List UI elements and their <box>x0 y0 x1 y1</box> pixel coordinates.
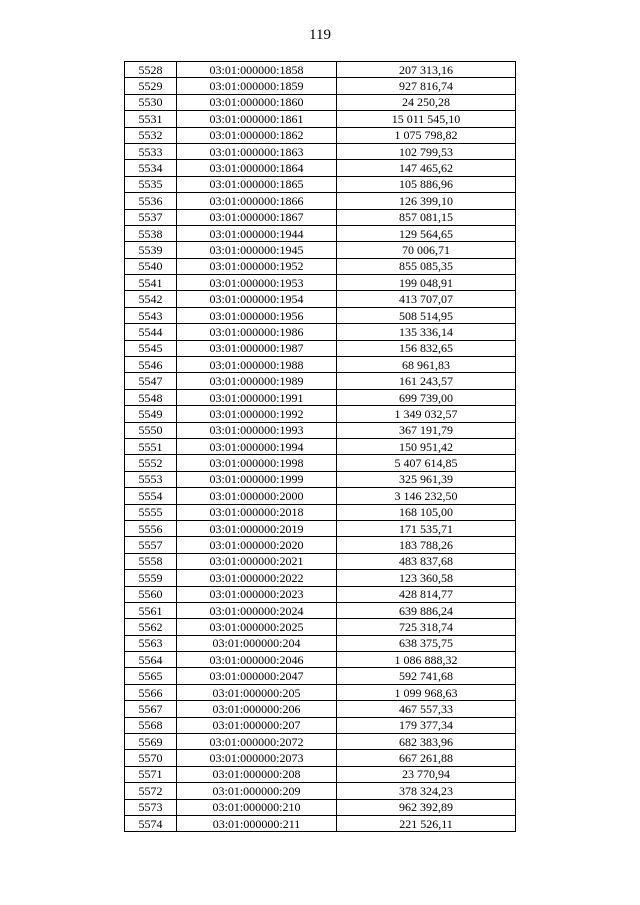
row-number-cell: 5553 <box>125 471 177 487</box>
cadastral-number-cell: 03:01:000000:2046 <box>177 652 337 668</box>
table-row <box>125 766 516 782</box>
row-number-cell: 5537 <box>125 209 177 225</box>
cadastral-number-cell: 03:01:000000:205 <box>177 684 337 700</box>
cadastral-number-cell: 03:01:000000:210 <box>177 799 337 815</box>
cadastral-number-cell: 03:01:000000:209 <box>177 783 337 799</box>
cadastral-value-cell: 199 048,91 <box>337 275 516 291</box>
row-number-cell: 5534 <box>125 160 177 176</box>
cadastral-number-cell: 03:01:000000:1858 <box>177 62 337 78</box>
table-row <box>125 438 516 454</box>
cadastral-number-cell: 03:01:000000:1866 <box>177 193 337 209</box>
table-row <box>125 143 516 159</box>
table-row <box>125 176 516 192</box>
cadastral-number-cell: 03:01:000000:2023 <box>177 586 337 602</box>
table-row <box>125 422 516 438</box>
cadastral-value-cell: 15 011 545,10 <box>337 111 516 127</box>
cadastral-number-cell: 03:01:000000:1956 <box>177 307 337 323</box>
cadastral-value-cell: 639 886,24 <box>337 602 516 618</box>
cadastral-number-cell: 03:01:000000:2024 <box>177 602 337 618</box>
table-row <box>125 750 516 766</box>
table-row <box>125 701 516 717</box>
cadastral-number-cell: 03:01:000000:1987 <box>177 340 337 356</box>
cadastral-value-cell: 171 535,71 <box>337 520 516 536</box>
row-number-cell: 5533 <box>125 143 177 159</box>
row-number-cell: 5569 <box>125 734 177 750</box>
table-row <box>125 553 516 569</box>
cadastral-value-cell: 638 375,75 <box>337 635 516 651</box>
row-number-cell: 5545 <box>125 340 177 356</box>
row-number-cell: 5557 <box>125 537 177 553</box>
table-row <box>125 127 516 143</box>
row-number-cell: 5568 <box>125 717 177 733</box>
row-number-cell: 5528 <box>125 62 177 78</box>
cadastral-value-cell: 129 564,65 <box>337 225 516 241</box>
table-row <box>125 389 516 405</box>
table-row <box>125 717 516 733</box>
cadastral-value-cell: 5 407 614,85 <box>337 455 516 471</box>
table-row <box>125 799 516 815</box>
table-body <box>125 62 516 832</box>
cadastral-value-table <box>124 61 516 832</box>
cadastral-value-cell: 699 739,00 <box>337 389 516 405</box>
cadastral-value-cell: 23 770,94 <box>337 766 516 782</box>
row-number-cell: 5531 <box>125 111 177 127</box>
cadastral-number-cell: 03:01:000000:1994 <box>177 438 337 454</box>
table-row <box>125 602 516 618</box>
cadastral-number-cell: 03:01:000000:1988 <box>177 357 337 373</box>
row-number-cell: 5556 <box>125 520 177 536</box>
table-row <box>125 406 516 422</box>
cadastral-number-cell: 03:01:000000:1944 <box>177 225 337 241</box>
cadastral-value-cell: 1 075 798,82 <box>337 127 516 143</box>
cadastral-number-cell: 03:01:000000:1860 <box>177 94 337 110</box>
table-row <box>125 619 516 635</box>
table-row <box>125 734 516 750</box>
table-row <box>125 275 516 291</box>
table-row <box>125 537 516 553</box>
cadastral-value-cell: 221 526,11 <box>337 815 516 831</box>
row-number-cell: 5543 <box>125 307 177 323</box>
cadastral-value-cell: 682 383,96 <box>337 734 516 750</box>
cadastral-value-cell: 483 837,68 <box>337 553 516 569</box>
table-row <box>125 684 516 700</box>
cadastral-number-cell: 03:01:000000:1986 <box>177 324 337 340</box>
cadastral-number-cell: 03:01:000000:2019 <box>177 520 337 536</box>
table-row <box>125 78 516 94</box>
table-row <box>125 783 516 799</box>
cadastral-number-cell: 03:01:000000:2021 <box>177 553 337 569</box>
cadastral-number-cell: 03:01:000000:1867 <box>177 209 337 225</box>
row-number-cell: 5570 <box>125 750 177 766</box>
cadastral-number-cell: 03:01:000000:1864 <box>177 160 337 176</box>
table-row <box>125 94 516 110</box>
cadastral-value-cell: 467 557,33 <box>337 701 516 717</box>
cadastral-value-cell: 70 006,71 <box>337 242 516 258</box>
cadastral-number-cell: 03:01:000000:1991 <box>177 389 337 405</box>
table-row <box>125 258 516 274</box>
cadastral-number-cell: 03:01:000000:1992 <box>177 406 337 422</box>
cadastral-number-cell: 03:01:000000:1945 <box>177 242 337 258</box>
table-row <box>125 570 516 586</box>
cadastral-number-cell: 03:01:000000:206 <box>177 701 337 717</box>
cadastral-value-cell: 508 514,95 <box>337 307 516 323</box>
table-row <box>125 668 516 684</box>
cadastral-number-cell: 03:01:000000:1865 <box>177 176 337 192</box>
row-number-cell: 5538 <box>125 225 177 241</box>
cadastral-value-cell: 123 360,58 <box>337 570 516 586</box>
table-row <box>125 635 516 651</box>
cadastral-number-cell: 03:01:000000:1952 <box>177 258 337 274</box>
cadastral-number-cell: 03:01:000000:207 <box>177 717 337 733</box>
row-number-cell: 5560 <box>125 586 177 602</box>
cadastral-number-cell: 03:01:000000:2072 <box>177 734 337 750</box>
cadastral-value-cell: 135 336,14 <box>337 324 516 340</box>
row-number-cell: 5540 <box>125 258 177 274</box>
row-number-cell: 5564 <box>125 652 177 668</box>
cadastral-number-cell: 03:01:000000:204 <box>177 635 337 651</box>
row-number-cell: 5529 <box>125 78 177 94</box>
cadastral-value-cell: 150 951,42 <box>337 438 516 454</box>
table-row <box>125 242 516 258</box>
row-number-cell: 5551 <box>125 438 177 454</box>
table-row <box>125 340 516 356</box>
table-row <box>125 111 516 127</box>
table-row <box>125 488 516 504</box>
cadastral-number-cell: 03:01:000000:2022 <box>177 570 337 586</box>
table-row <box>125 815 516 831</box>
cadastral-value-cell: 68 961,83 <box>337 357 516 373</box>
row-number-cell: 5572 <box>125 783 177 799</box>
table-row <box>125 373 516 389</box>
row-number-cell: 5565 <box>125 668 177 684</box>
row-number-cell: 5574 <box>125 815 177 831</box>
row-number-cell: 5558 <box>125 553 177 569</box>
table-row <box>125 225 516 241</box>
cadastral-number-cell: 03:01:000000:1989 <box>177 373 337 389</box>
row-number-cell: 5539 <box>125 242 177 258</box>
row-number-cell: 5561 <box>125 602 177 618</box>
cadastral-number-cell: 03:01:000000:1999 <box>177 471 337 487</box>
table-row <box>125 520 516 536</box>
cadastral-number-cell: 03:01:000000:211 <box>177 815 337 831</box>
cadastral-number-cell: 03:01:000000:1998 <box>177 455 337 471</box>
cadastral-number-cell: 03:01:000000:1862 <box>177 127 337 143</box>
cadastral-value-cell: 325 961,39 <box>337 471 516 487</box>
cadastral-value-cell: 857 081,15 <box>337 209 516 225</box>
table-row <box>125 504 516 520</box>
row-number-cell: 5535 <box>125 176 177 192</box>
cadastral-value-cell: 207 313,16 <box>337 62 516 78</box>
row-number-cell: 5567 <box>125 701 177 717</box>
cadastral-value-cell: 962 392,89 <box>337 799 516 815</box>
row-number-cell: 5546 <box>125 357 177 373</box>
cadastral-number-cell: 03:01:000000:1863 <box>177 143 337 159</box>
row-number-cell: 5563 <box>125 635 177 651</box>
row-number-cell: 5536 <box>125 193 177 209</box>
cadastral-number-cell: 03:01:000000:1954 <box>177 291 337 307</box>
cadastral-value-cell: 105 886,96 <box>337 176 516 192</box>
table-row <box>125 209 516 225</box>
table-row <box>125 586 516 602</box>
cadastral-value-cell: 126 399,10 <box>337 193 516 209</box>
row-number-cell: 5559 <box>125 570 177 586</box>
cadastral-value-cell: 1 349 032,57 <box>337 406 516 422</box>
cadastral-number-cell: 03:01:000000:2047 <box>177 668 337 684</box>
row-number-cell: 5547 <box>125 373 177 389</box>
row-number-cell: 5552 <box>125 455 177 471</box>
page-number: 119 <box>309 27 331 43</box>
cadastral-value-cell: 725 318,74 <box>337 619 516 635</box>
table-row <box>125 307 516 323</box>
row-number-cell: 5566 <box>125 684 177 700</box>
cadastral-number-cell: 03:01:000000:1953 <box>177 275 337 291</box>
cadastral-number-cell: 03:01:000000:2020 <box>177 537 337 553</box>
cadastral-value-cell: 428 814,77 <box>337 586 516 602</box>
cadastral-value-cell: 592 741,68 <box>337 668 516 684</box>
table-row <box>125 193 516 209</box>
cadastral-number-cell: 03:01:000000:2073 <box>177 750 337 766</box>
cadastral-value-cell: 367 191,79 <box>337 422 516 438</box>
table-row <box>125 291 516 307</box>
table-row <box>125 652 516 668</box>
table-row <box>125 455 516 471</box>
row-number-cell: 5549 <box>125 406 177 422</box>
cadastral-value-cell: 179 377,34 <box>337 717 516 733</box>
cadastral-number-cell: 03:01:000000:208 <box>177 766 337 782</box>
cadastral-number-cell: 03:01:000000:2025 <box>177 619 337 635</box>
cadastral-value-cell: 161 243,57 <box>337 373 516 389</box>
row-number-cell: 5532 <box>125 127 177 143</box>
cadastral-value-cell: 183 788,26 <box>337 537 516 553</box>
cadastral-number-cell: 03:01:000000:1861 <box>177 111 337 127</box>
cadastral-value-cell: 168 105,00 <box>337 504 516 520</box>
cadastral-number-cell: 03:01:000000:2000 <box>177 488 337 504</box>
cadastral-value-cell: 156 832,65 <box>337 340 516 356</box>
row-number-cell: 5550 <box>125 422 177 438</box>
cadastral-value-cell: 24 250,28 <box>337 94 516 110</box>
row-number-cell: 5573 <box>125 799 177 815</box>
table-row <box>125 324 516 340</box>
cadastral-value-cell: 3 146 232,50 <box>337 488 516 504</box>
table-row <box>125 160 516 176</box>
cadastral-value-cell: 378 324,23 <box>337 783 516 799</box>
table-row <box>125 357 516 373</box>
row-number-cell: 5544 <box>125 324 177 340</box>
cadastral-value-cell: 413 707,07 <box>337 291 516 307</box>
row-number-cell: 5542 <box>125 291 177 307</box>
table-row <box>125 471 516 487</box>
cadastral-number-cell: 03:01:000000:2018 <box>177 504 337 520</box>
cadastral-value-cell: 1 099 968,63 <box>337 684 516 700</box>
table-row <box>125 62 516 78</box>
row-number-cell: 5530 <box>125 94 177 110</box>
row-number-cell: 5571 <box>125 766 177 782</box>
cadastral-value-cell: 855 085,35 <box>337 258 516 274</box>
cadastral-number-cell: 03:01:000000:1993 <box>177 422 337 438</box>
cadastral-value-cell: 927 816,74 <box>337 78 516 94</box>
cadastral-value-cell: 147 465,62 <box>337 160 516 176</box>
row-number-cell: 5541 <box>125 275 177 291</box>
row-number-cell: 5555 <box>125 504 177 520</box>
cadastral-value-cell: 102 799,53 <box>337 143 516 159</box>
cadastral-number-cell: 03:01:000000:1859 <box>177 78 337 94</box>
cadastral-value-cell: 667 261,88 <box>337 750 516 766</box>
row-number-cell: 5562 <box>125 619 177 635</box>
row-number-cell: 5548 <box>125 389 177 405</box>
row-number-cell: 5554 <box>125 488 177 504</box>
cadastral-value-cell: 1 086 888,32 <box>337 652 516 668</box>
